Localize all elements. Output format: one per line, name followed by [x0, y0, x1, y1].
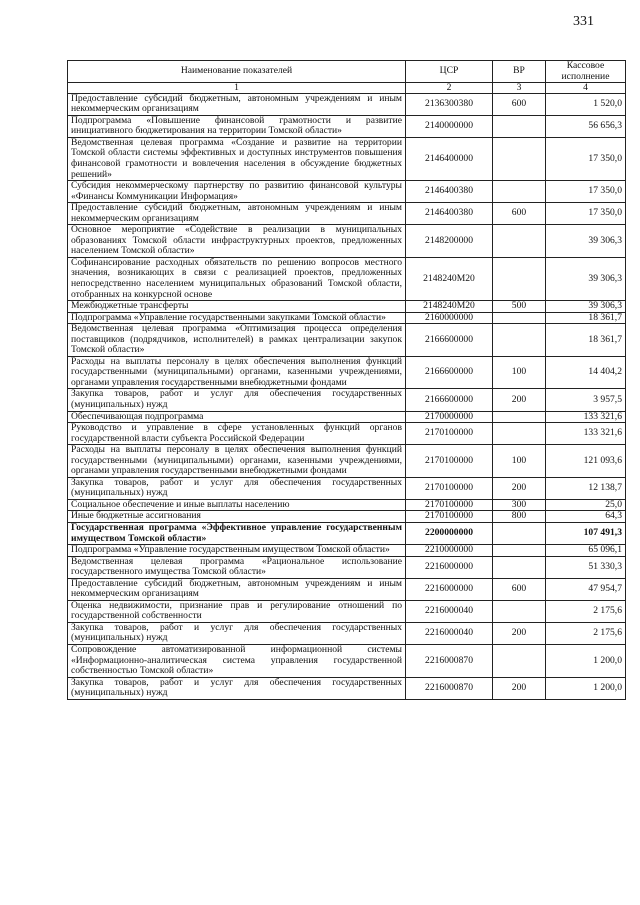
row-amount: 2 175,6 [546, 622, 626, 644]
row-vr: 600 [493, 578, 546, 600]
table-row [68, 645, 626, 678]
column-number-row [68, 83, 626, 94]
table-row [68, 445, 626, 478]
table-row [68, 578, 626, 600]
table-row [68, 324, 626, 357]
row-vr: 200 [493, 389, 546, 411]
row-amount: 17 350,0 [546, 203, 626, 225]
row-amount: 51 330,3 [546, 556, 626, 578]
table-row [68, 499, 626, 511]
row-csr: 2148200000 [406, 225, 493, 258]
row-vr [493, 225, 546, 258]
row-name: Закупка товаров, работ и услуг для обеспечения государственных (муниципальных) нужд [68, 677, 406, 699]
column-number: 3 [493, 83, 546, 94]
row-name: Предоставление субсидий бюджетным, автономным учреждениям и иным некоммерческим организациям [68, 578, 406, 600]
row-vr [493, 545, 546, 557]
row-amount: 2 175,6 [546, 600, 626, 622]
row-amount: 12 138,7 [546, 477, 626, 499]
row-csr: 2216000000 [406, 578, 493, 600]
row-vr [493, 181, 546, 203]
row-csr: 2146400380 [406, 203, 493, 225]
row-amount: 65 096,1 [546, 545, 626, 557]
table-row [68, 181, 626, 203]
table-header-row [68, 61, 626, 83]
table-row [68, 115, 626, 137]
row-csr: 2160000000 [406, 312, 493, 324]
row-name: Закупка товаров, работ и услуг для обеспечения государственных (муниципальных) нужд [68, 389, 406, 411]
table-row [68, 423, 626, 445]
table-row [68, 301, 626, 313]
header-name: Наименование показателей [68, 61, 406, 83]
row-amount: 39 306,3 [546, 257, 626, 300]
row-csr: 2170100000 [406, 477, 493, 499]
table-row [68, 312, 626, 324]
row-csr: 2216000870 [406, 677, 493, 699]
row-amount: 14 404,2 [546, 356, 626, 389]
row-vr [493, 411, 546, 423]
row-name: Ведомственная целевая программа «Оптимизация процесса определения поставщиков (подрядчиков, исполнителей) в рамках централизации закупок Томской области» [68, 324, 406, 357]
row-name: Сопровождение автоматизированной информационной системы «Информационно-аналитическая система управления государственной собственностью Томской области» [68, 645, 406, 678]
row-vr [493, 600, 546, 622]
column-number: 1 [68, 83, 406, 94]
row-csr: 2170000000 [406, 411, 493, 423]
row-csr: 2216000040 [406, 600, 493, 622]
header-vr: ВР [493, 61, 546, 83]
row-name: Подпрограмма «Повышение финансовой грамотности и развитие инициативного бюджетирования на территории Томской области» [68, 115, 406, 137]
row-csr: 2200000000 [406, 523, 493, 545]
row-vr [493, 324, 546, 357]
row-amount: 18 361,7 [546, 312, 626, 324]
table-row [68, 622, 626, 644]
table-row [68, 477, 626, 499]
row-amount: 121 093,6 [546, 445, 626, 478]
row-amount: 18 361,7 [546, 324, 626, 357]
table-row [68, 411, 626, 423]
row-vr: 500 [493, 301, 546, 313]
row-amount: 3 957,5 [546, 389, 626, 411]
table-row [68, 677, 626, 699]
table-row [68, 556, 626, 578]
row-csr: 2170100000 [406, 511, 493, 523]
column-number: 2 [406, 83, 493, 94]
row-vr: 600 [493, 93, 546, 115]
row-name: Межбюджетные трансферты [68, 301, 406, 313]
row-name: Ведомственная целевая программа «Рациональное использование государственного имущества Томской области» [68, 556, 406, 578]
row-name: Оценка недвижимости, признание прав и регулирование отношений по государственной собственности [68, 600, 406, 622]
budget-execution-table [67, 60, 626, 700]
row-amount: 1 200,0 [546, 645, 626, 678]
table-row [68, 523, 626, 545]
row-csr: 2210000000 [406, 545, 493, 557]
row-csr: 2170100000 [406, 423, 493, 445]
row-amount: 17 350,0 [546, 181, 626, 203]
row-csr: 2170100000 [406, 499, 493, 511]
row-vr: 600 [493, 203, 546, 225]
row-amount: 133 321,6 [546, 411, 626, 423]
row-csr: 2136300380 [406, 93, 493, 115]
row-name: Расходы на выплаты персоналу в целях обеспечения выполнения функций государственными (муниципальными) органами, казенными учреждениями, органами управления государственными внебюджетными фондами [68, 356, 406, 389]
row-name: Закупка товаров, работ и услуг для обеспечения государственных (муниципальных) нужд [68, 622, 406, 644]
row-name: Закупка товаров, работ и услуг для обеспечения государственных (муниципальных) нужд [68, 477, 406, 499]
row-name: Социальное обеспечение и иные выплаты населению [68, 499, 406, 511]
row-csr: 2148240M20 [406, 301, 493, 313]
row-vr: 300 [493, 499, 546, 511]
table-row [68, 389, 626, 411]
row-name: Субсидия некоммерческому партнерству по развитию финансовой культуры «Финансы Коммуникации Информация» [68, 181, 406, 203]
column-number: 4 [546, 83, 626, 94]
row-name: Обеспечивающая подпрограмма [68, 411, 406, 423]
row-csr: 2216000000 [406, 556, 493, 578]
row-vr: 200 [493, 677, 546, 699]
row-vr [493, 115, 546, 137]
table-row [68, 93, 626, 115]
row-name: Ведомственная целевая программа «Создание и развитие на территории Томской области системы эффективных и доступных инструментов повышения финансовой грамотности и вовлечения населения в обсуждение бюджетных решений» [68, 137, 406, 180]
row-vr: 100 [493, 445, 546, 478]
row-csr: 2166600000 [406, 356, 493, 389]
row-vr: 800 [493, 511, 546, 523]
header-csr: ЦСР [406, 61, 493, 83]
page-number: 331 [573, 14, 594, 29]
row-name: Предоставление субсидий бюджетным, автономным учреждениям и иным некоммерческим организациям [68, 93, 406, 115]
row-name: Руководство и управление в сфере установленных функций органов государственной власти субъекта Российской Федерации [68, 423, 406, 445]
row-amount: 133 321,6 [546, 423, 626, 445]
table-row [68, 203, 626, 225]
row-csr: 2166600000 [406, 324, 493, 357]
table-row [68, 545, 626, 557]
row-amount: 56 656,3 [546, 115, 626, 137]
table-body [68, 93, 626, 699]
row-name: Расходы на выплаты персоналу в целях обеспечения выполнения функций государственными (муниципальными) органами, казенными учреждениями, органами управления государственными внебюджетными фондами [68, 445, 406, 478]
row-csr: 2146400000 [406, 137, 493, 180]
row-name: Софинансирование расходных обязательств по решению вопросов местного значения, возникающих в связи с реализацией проектов, предложенных непосредственно населением муниципальных образований Томской области, отобранных на конкурсной основе [68, 257, 406, 300]
row-vr [493, 257, 546, 300]
row-name: Основное мероприятие «Содействие в реализации в муниципальных образованиях Томской области инфраструктурных проектов, предложенных населением Томской области» [68, 225, 406, 258]
row-amount: 107 491,3 [546, 523, 626, 545]
row-csr: 2140000000 [406, 115, 493, 137]
row-vr [493, 556, 546, 578]
row-csr: 2166600000 [406, 389, 493, 411]
row-amount: 64,3 [546, 511, 626, 523]
header-amount: Кассовое исполнение [546, 61, 626, 83]
table-row [68, 511, 626, 523]
row-amount: 1 200,0 [546, 677, 626, 699]
row-csr: 2216000870 [406, 645, 493, 678]
row-csr: 2146400380 [406, 181, 493, 203]
row-vr [493, 312, 546, 324]
table-row [68, 356, 626, 389]
table-row [68, 600, 626, 622]
row-amount: 25,0 [546, 499, 626, 511]
row-vr: 200 [493, 622, 546, 644]
row-amount: 47 954,7 [546, 578, 626, 600]
row-csr: 2216000040 [406, 622, 493, 644]
table-row [68, 137, 626, 180]
table-row [68, 225, 626, 258]
row-vr [493, 645, 546, 678]
row-name: Предоставление субсидий бюджетным, автономным учреждениям и иным некоммерческим организациям [68, 203, 406, 225]
row-amount: 17 350,0 [546, 137, 626, 180]
row-vr [493, 523, 546, 545]
row-amount: 39 306,3 [546, 225, 626, 258]
table-row [68, 257, 626, 300]
row-amount: 1 520,0 [546, 93, 626, 115]
row-name: Государственная программа «Эффективное управление государственным имуществом Томской области» [68, 523, 406, 545]
row-name: Подпрограмма «Управление государственным имуществом Томской области» [68, 545, 406, 557]
row-csr: 2148240M20 [406, 257, 493, 300]
row-vr: 200 [493, 477, 546, 499]
row-vr [493, 423, 546, 445]
row-name: Подпрограмма «Управление государственными закупками Томской области» [68, 312, 406, 324]
row-amount: 39 306,3 [546, 301, 626, 313]
row-name: Иные бюджетные ассигнования [68, 511, 406, 523]
row-vr [493, 137, 546, 180]
row-csr: 2170100000 [406, 445, 493, 478]
row-vr: 100 [493, 356, 546, 389]
